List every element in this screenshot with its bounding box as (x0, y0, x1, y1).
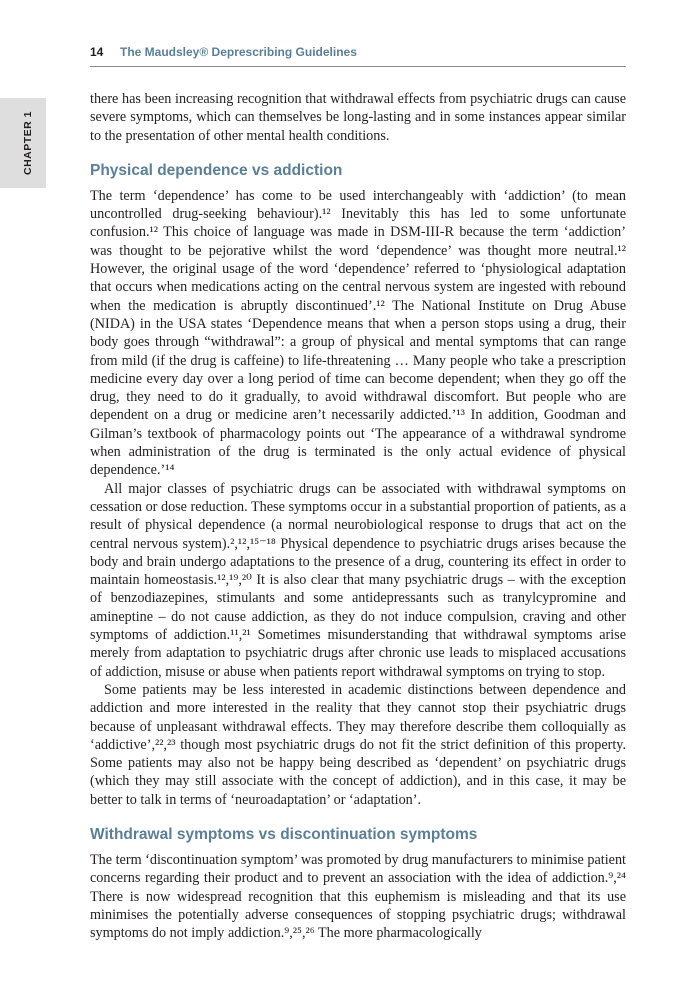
chapter-tab-label: CHAPTER 1 (22, 110, 34, 176)
running-title: The Maudsley® Deprescribing Guidelines (120, 45, 357, 59)
paragraph: All major classes of psychiatric drugs can be associated with withdrawal symptoms on cessation or dose reduction. These symptoms occur in a substantial proportion of patients, as a result of physical dependence (a normal neurobiological response to drugs that act on the central nervous system).²,¹²,¹⁵⁻¹⁸ Physical dependence to psychiatric drugs arises because the body and brain undergo adaptations to the presence of a drug, countering its effect in order to maintain homeostasis.¹²,¹⁹,²⁰ It is also clear that many psychiatric drugs – with the exception of benzodiazepines, stimulants and some antidepressants such as tranylcypromine and amineptine – do not cause addiction, as they do not induce compulsion, craving and other symptoms of addiction.¹¹,²¹ Sometimes misunderstanding that withdrawal symptoms arise merely from adaptation to psychiatric drugs after chronic use leads to misplaced accusations of addiction, misuse or abuse when patients report withdrawal symptoms on trying to stop. (90, 480, 626, 680)
section-heading-withdrawal-symptoms: Withdrawal symptoms vs discontinuation symptoms (90, 825, 478, 843)
intro-paragraph: there has been increasing recognition that withdrawal effects from psychiatric drugs can cause severe symptoms, which can themselves be long-lasting and in some instances appear similar to the presentation of other mental health conditions. (90, 91, 626, 144)
paragraph: Some patients may be less interested in academic distinctions between dependence and addiction and more interested in the reality that they cannot stop their psychiatric drugs because of unpleasant withdrawal effects. They may therefore describe them colloquially as ‘addictive’,²²,²³ though most psychiatric drugs do not fit the strict definition of this property. Some patients may also not be happy being described as ‘dependent’ on psychiatric drugs (which they may still associate with the concept of addiction), and in this case, it may be better to talk in terms of ‘neuroadaptation’ or ‘adaptation’. (90, 681, 626, 808)
body-text (90, 90, 626, 942)
section-heading-physical-dependence: Physical dependence vs addiction (90, 161, 343, 179)
paragraph: The term ‘discontinuation symptom’ was promoted by drug manufacturers to minimise patient concerns regarding their product and to prevent an association with the idea of addiction.⁹,²⁴ There is now widespread recognition that this euphemism is misleading and that its use minimises the potentially adverse consequences of stopping psychiatric drugs; withdrawal symptoms do not imply addiction.⁹,²⁵,²⁶ The more pharmacologically (90, 851, 626, 942)
running-header (90, 42, 626, 67)
paragraph: The term ‘dependence’ has come to be used interchangeably with ‘addiction’ (to mean uncontrolled drug-seeking behaviour).¹² Inevitably this has led to some unfortunate confusion.¹² This choice of language was made in DSM-III-R because the term ‘addiction’ was thought to be pejorative whilst the word ‘dependence’ was thought more neutral.¹² However, the original usage of the word ‘dependence’ referred to ‘physiological adaptation that occurs when medications acting on the central nervous system are ingested with rebound when the medication is abruptly discontinued’.¹² The National Institute on Drug Abuse (NIDA) in the USA states ‘Dependence means that when a person stops using a drug, their body goes through “withdrawal”: a group of physical and mental symptoms that can range from mild (if the drug is caffeine) to life-threatening … Many people who take a prescription medicine every day over a long period of time can become dependent; when they go off the drug, they need to do it gradually, to avoid withdrawal discomfort. But people who are dependent on a drug or medicine aren’t necessarily addicted.’¹³ In addition, Goodman and Gilman’s textbook of pharmacology points out ‘The appearance of a withdrawal syndrome when administration of the drug is terminated is the only actual evidence of physical dependence.’¹⁴ (90, 187, 626, 479)
page-number: 14 (90, 45, 104, 59)
